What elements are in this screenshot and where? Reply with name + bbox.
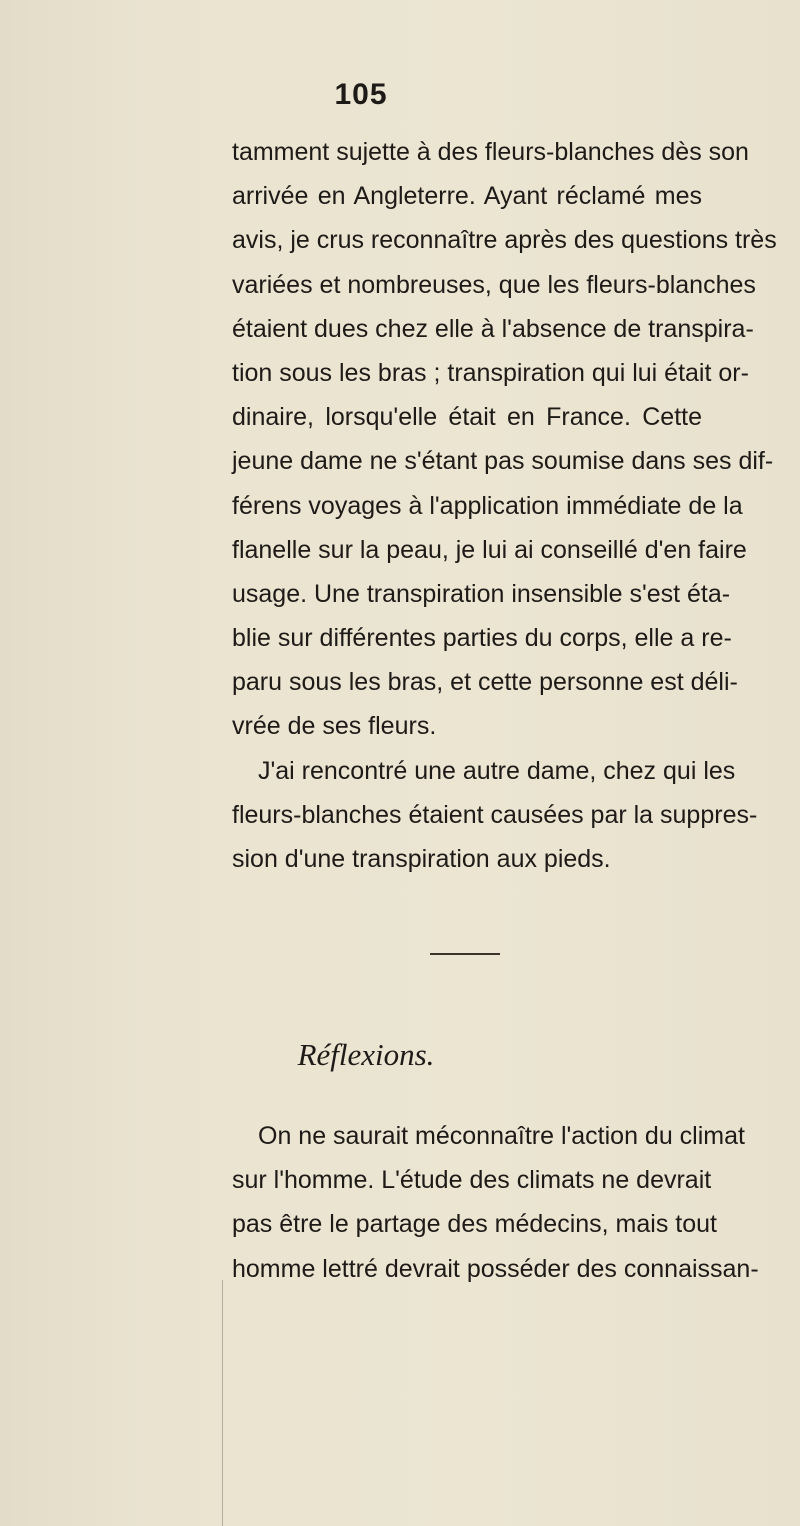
text-line: tamment sujette à des fleurs-blanches dès son [232,138,749,166]
text-line: avis, je crus reconnaître après des questions très [232,226,777,255]
margin-rule [222,1280,223,1526]
text-block-lower [232,1114,759,1291]
text-line: flanelle sur la peau, je lui ai conseillé d'en faire [232,535,747,564]
text-line: variées et nombreuses, que les fleurs-blanches [232,270,756,299]
page-number: 105 [334,78,388,111]
text-line: homme lettré devrait posséder des connaissan- [232,1254,759,1283]
text-line: fleurs-blanches étaient causées par la suppres- [232,800,758,829]
text-line: étaient dues chez elle à l'absence de transpira- [232,314,754,343]
section-separator [430,953,500,955]
text-block-upper [232,130,777,881]
text-line: paru sous les bras, et cette personne est déli- [232,668,738,697]
text-line: usage. Une transpiration insensible s'est éta- [232,579,731,608]
text-line: pas être le partage des médecins, mais tout [232,1210,717,1239]
text-line: blie sur différentes parties du corps, elle a re- [232,624,732,653]
text-line: jeune dame ne s'étant pas soumise dans ses dif- [232,447,774,476]
text-line: J'ai rencontré une autre dame, chez qui les [258,756,736,785]
text-line: tion sous les bras ; transpiration qui lui était or- [232,358,749,387]
text-line: dinaire, lorsqu'elle était en France. Cette [232,403,702,432]
text-line: vrée de ses fleurs. [232,712,437,741]
text-line: sur l'homme. L'étude des climats ne devrait [232,1166,712,1195]
text-line: On ne saurait méconnaître l'action du climat [258,1122,745,1150]
section-heading: Réflexions. [297,1037,435,1072]
text-line: férens voyages à l'application immédiate de la [232,491,743,520]
text-line: sion d'une transpiration aux pieds. [232,845,611,873]
text-line: arrivée en Angleterre. Ayant réclamé mes [232,182,702,211]
